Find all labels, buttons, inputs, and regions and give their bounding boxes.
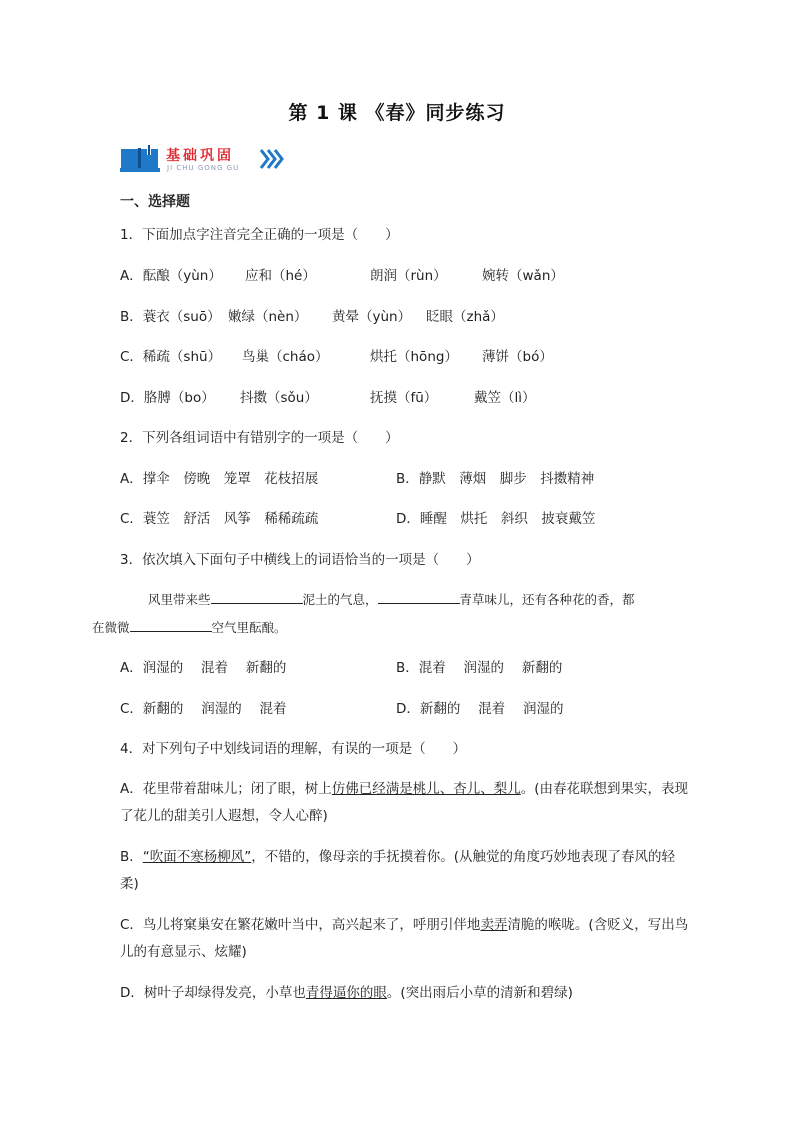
question-4-stem: 4．对下列句子中划线词语的理解，有误的一项是（ ） xyxy=(120,741,467,757)
question-3-stem: 3．依次填入下面句子中横线上的词语恰当的一项是（ ） xyxy=(120,552,480,568)
fill-blank-1 xyxy=(211,589,303,604)
q3-passage: 风里带来些 泥土的气息， 青草味儿，还有各种花的香，都 在微微 空气里酝酿。 xyxy=(120,586,680,642)
q4-option-d: D．树叶子却绿得发亮，小草也青得逼你的眼。(突出雨后小草的清新和碧绿) xyxy=(120,985,573,1001)
fill-blank-3 xyxy=(130,617,212,632)
q4-option-b: B．“吹面不寒杨柳风”，不错的，像母亲的手抚摸着你。(从触觉的角度巧妙地表现了春风的轻柔) xyxy=(120,849,676,892)
q4-option-a: A．花里带着甜味儿；闭了眼，树上仿佛已经满是桃儿、杏儿、梨儿。(由春花联想到果实，表现了花儿的甜美引人遐想，令人心醉) xyxy=(120,781,689,824)
question-2-stem: 2．下列各组词语中有错别字的一项是（ ） xyxy=(120,430,399,446)
chevron-right-icon xyxy=(259,148,285,170)
book-icon xyxy=(120,145,160,173)
page-title: 第 1 课 《春》同步练习 xyxy=(288,102,506,124)
section-badge xyxy=(120,143,290,177)
worksheet-page: 第 1 课 《春》同步练习 基础巩固 JI CHU GONG GU 一、选择题 1．下面加点字注音完全正确的一项是（ ） A．酝酿（yùn） 应和（hé） 朗润（rùn） 婉转（wǎn） B．蓑衣（suō） 嫩绿（nèn） 黄晕（yùn） 眨眼（zhǎ） C．稀疏（shū） 鸟巢（cháo） 烘托（hōng） 薄饼（bó） D．胳膊（bo） 抖擞（sǒu） 抚摸（fū） 戴笠（lì） 2．下列各组词语中有错别字的一项是（ ） A．撑伞 傍晚 笼罩 花枝招展 B．静默 薄烟 脚步 抖擞精神 C．蓑笠 舒活 风筝 稀稀疏疏 D．睡醒 烘托 斜织 披衰戴笠 3．依次填入下面句子中横线上的词语恰当的一项是（ ） 风里带来些 泥土的气息， 青草味儿，还有各种花的香，都 在微微 空气里酝酿。 A．润湿的 混着 新翻的 B．混着 润湿的 新翻的 C．新翻的 润湿的 混着 D．新翻的 混着 润湿的 4．对下列句子中划线词语的理解，有误的一项是（ ） A．花里带着甜味儿；闭了眼，树上仿佛已经满是桃儿、杏儿、梨儿。(由春花联想到果实，表现了花儿的甜美引人遐想，令人心醉) B．“吹面不寒杨柳风”，不错的，像母亲的手抚摸着你。(从触觉的角度巧妙地表现了春风的轻柔) C．鸟儿将窠巢安在繁花嫩叶当中，高兴起来了，呼朋引伴地卖弄清脆的喉咙。(含贬义，写出鸟儿的有意显示、炫耀) D．树叶子却绿得发亮，小草也青得逼你的眼。(突出雨后小草的清新和碧绿) xyxy=(0,0,794,1123)
q4-option-c: C．鸟儿将窠巢安在繁花嫩叶当中，高兴起来了，呼朋引伴地卖弄清脆的喉咙。(含贬义，写出鸟儿的有意显示、炫耀) xyxy=(120,917,689,960)
badge-title: 基础巩固 xyxy=(166,148,234,164)
badge-subtitle: JI CHU GONG GU xyxy=(167,164,240,172)
fill-blank-2 xyxy=(378,589,460,604)
section-heading: 一、选择题 xyxy=(120,194,190,210)
question-1-stem: 1．下面加点字注音完全正确的一项是（ ） xyxy=(120,227,399,243)
